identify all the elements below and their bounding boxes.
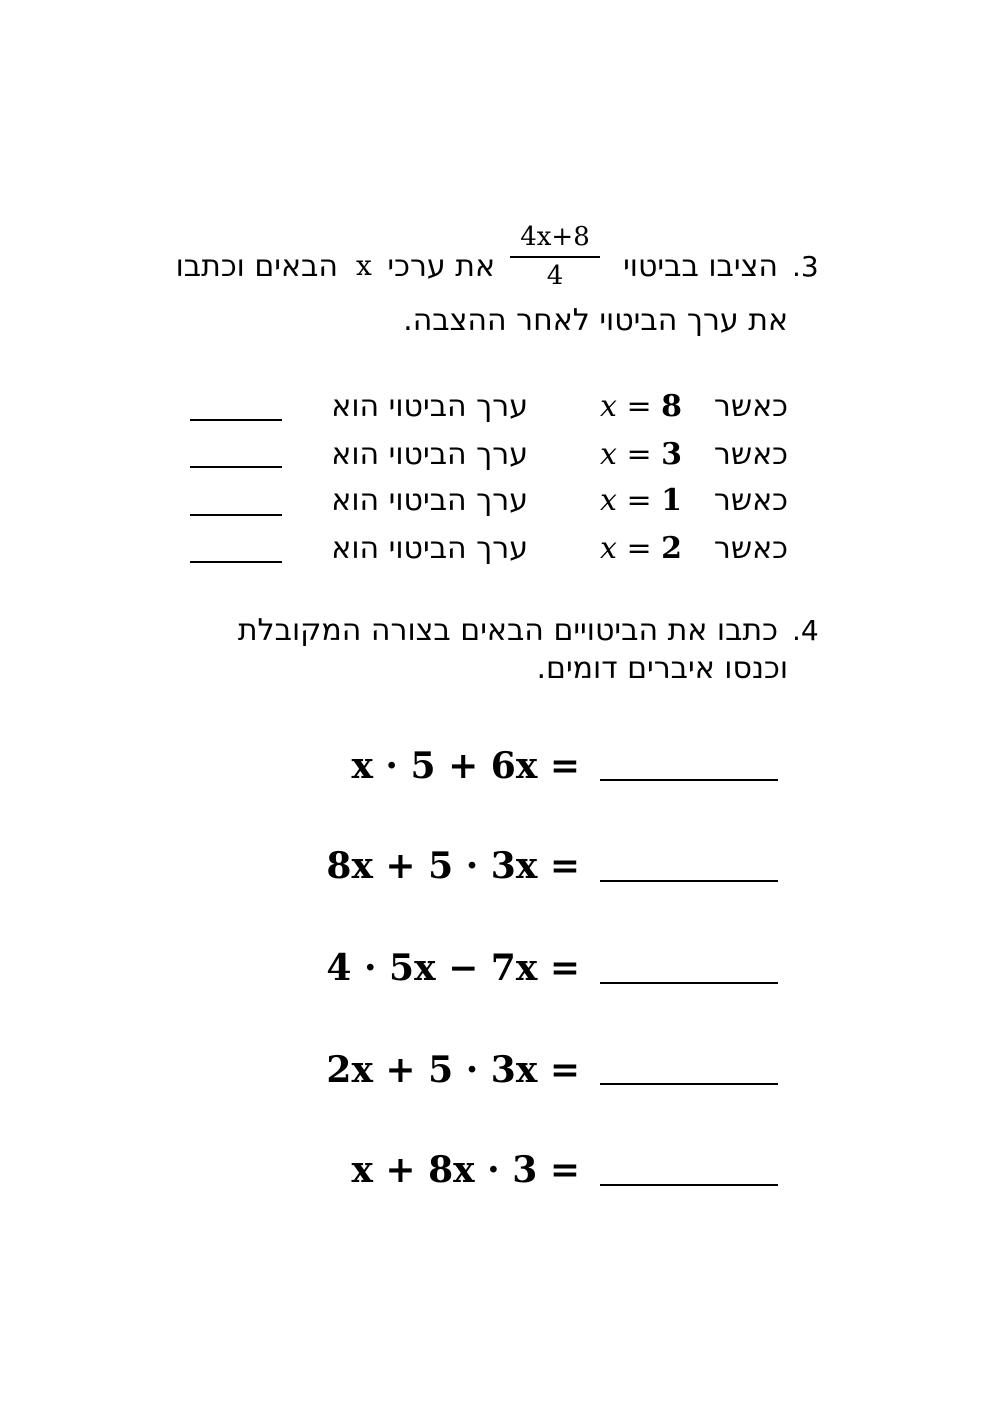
q3-text-part2: את ערכי bbox=[387, 249, 495, 284]
q4-number: .4 bbox=[792, 614, 819, 647]
row-result-label: ערך הביטוי הוא bbox=[331, 437, 528, 472]
row-when: כאשר bbox=[713, 389, 788, 424]
expression-3: 4 · 5x − 7x = bbox=[326, 947, 580, 989]
row-when: כאשר bbox=[713, 437, 788, 472]
answer-blank[interactable] bbox=[190, 466, 282, 468]
fraction-numerator: 4x+8 bbox=[520, 222, 590, 252]
q4-text-line2: וכנסו איברים דומים. bbox=[536, 651, 788, 686]
expression-5: x + 8x · 3 = bbox=[351, 1149, 580, 1191]
answer-blank[interactable] bbox=[600, 880, 778, 882]
q3-text-line2: את ערך הביטוי לאחר ההצבה. bbox=[403, 303, 788, 338]
row-condition: x = 3 bbox=[600, 437, 683, 472]
row-value: 1 bbox=[661, 483, 683, 518]
row-result-label: ערך הביטוי הוא bbox=[331, 531, 528, 566]
answer-blank[interactable] bbox=[600, 1083, 778, 1085]
row-result-label: ערך הביטוי הוא bbox=[331, 389, 528, 424]
answer-blank[interactable] bbox=[190, 419, 282, 421]
expression-2: 8x + 5 · 3x = bbox=[326, 845, 580, 887]
expression-4: 2x + 5 · 3x = bbox=[326, 1049, 580, 1091]
row-condition: x = 8 bbox=[600, 389, 683, 424]
row-condition: x = 1 bbox=[600, 483, 683, 518]
expression-1: x · 5 + 6x = bbox=[351, 745, 580, 787]
q3-text-part1: הציבו בביטוי bbox=[623, 249, 778, 284]
row-value: 2 bbox=[661, 531, 683, 566]
q3-fraction bbox=[510, 222, 600, 290]
row-result-label: ערך הביטוי הוא bbox=[331, 483, 528, 518]
answer-blank[interactable] bbox=[600, 779, 778, 781]
fraction-bar bbox=[510, 256, 600, 258]
answer-blank[interactable] bbox=[190, 561, 282, 563]
row-when: כאשר bbox=[713, 531, 788, 566]
fraction-denominator: 4 bbox=[546, 261, 564, 291]
answer-blank[interactable] bbox=[600, 982, 778, 984]
answer-blank[interactable] bbox=[600, 1184, 778, 1186]
row-condition: x = 2 bbox=[600, 531, 683, 566]
row-value: 8 bbox=[661, 389, 683, 424]
q3-variable: x bbox=[356, 249, 372, 282]
row-value: 3 bbox=[661, 437, 683, 472]
row-when: כאשר bbox=[713, 483, 788, 518]
answer-blank[interactable] bbox=[190, 514, 282, 516]
q3-text-part3: הבאים וכתבו bbox=[175, 249, 338, 284]
q4-text-line1: כתבו את הביטויים הבאים בצורה המקובלת bbox=[237, 613, 778, 648]
q3-number: .3 bbox=[792, 250, 819, 283]
